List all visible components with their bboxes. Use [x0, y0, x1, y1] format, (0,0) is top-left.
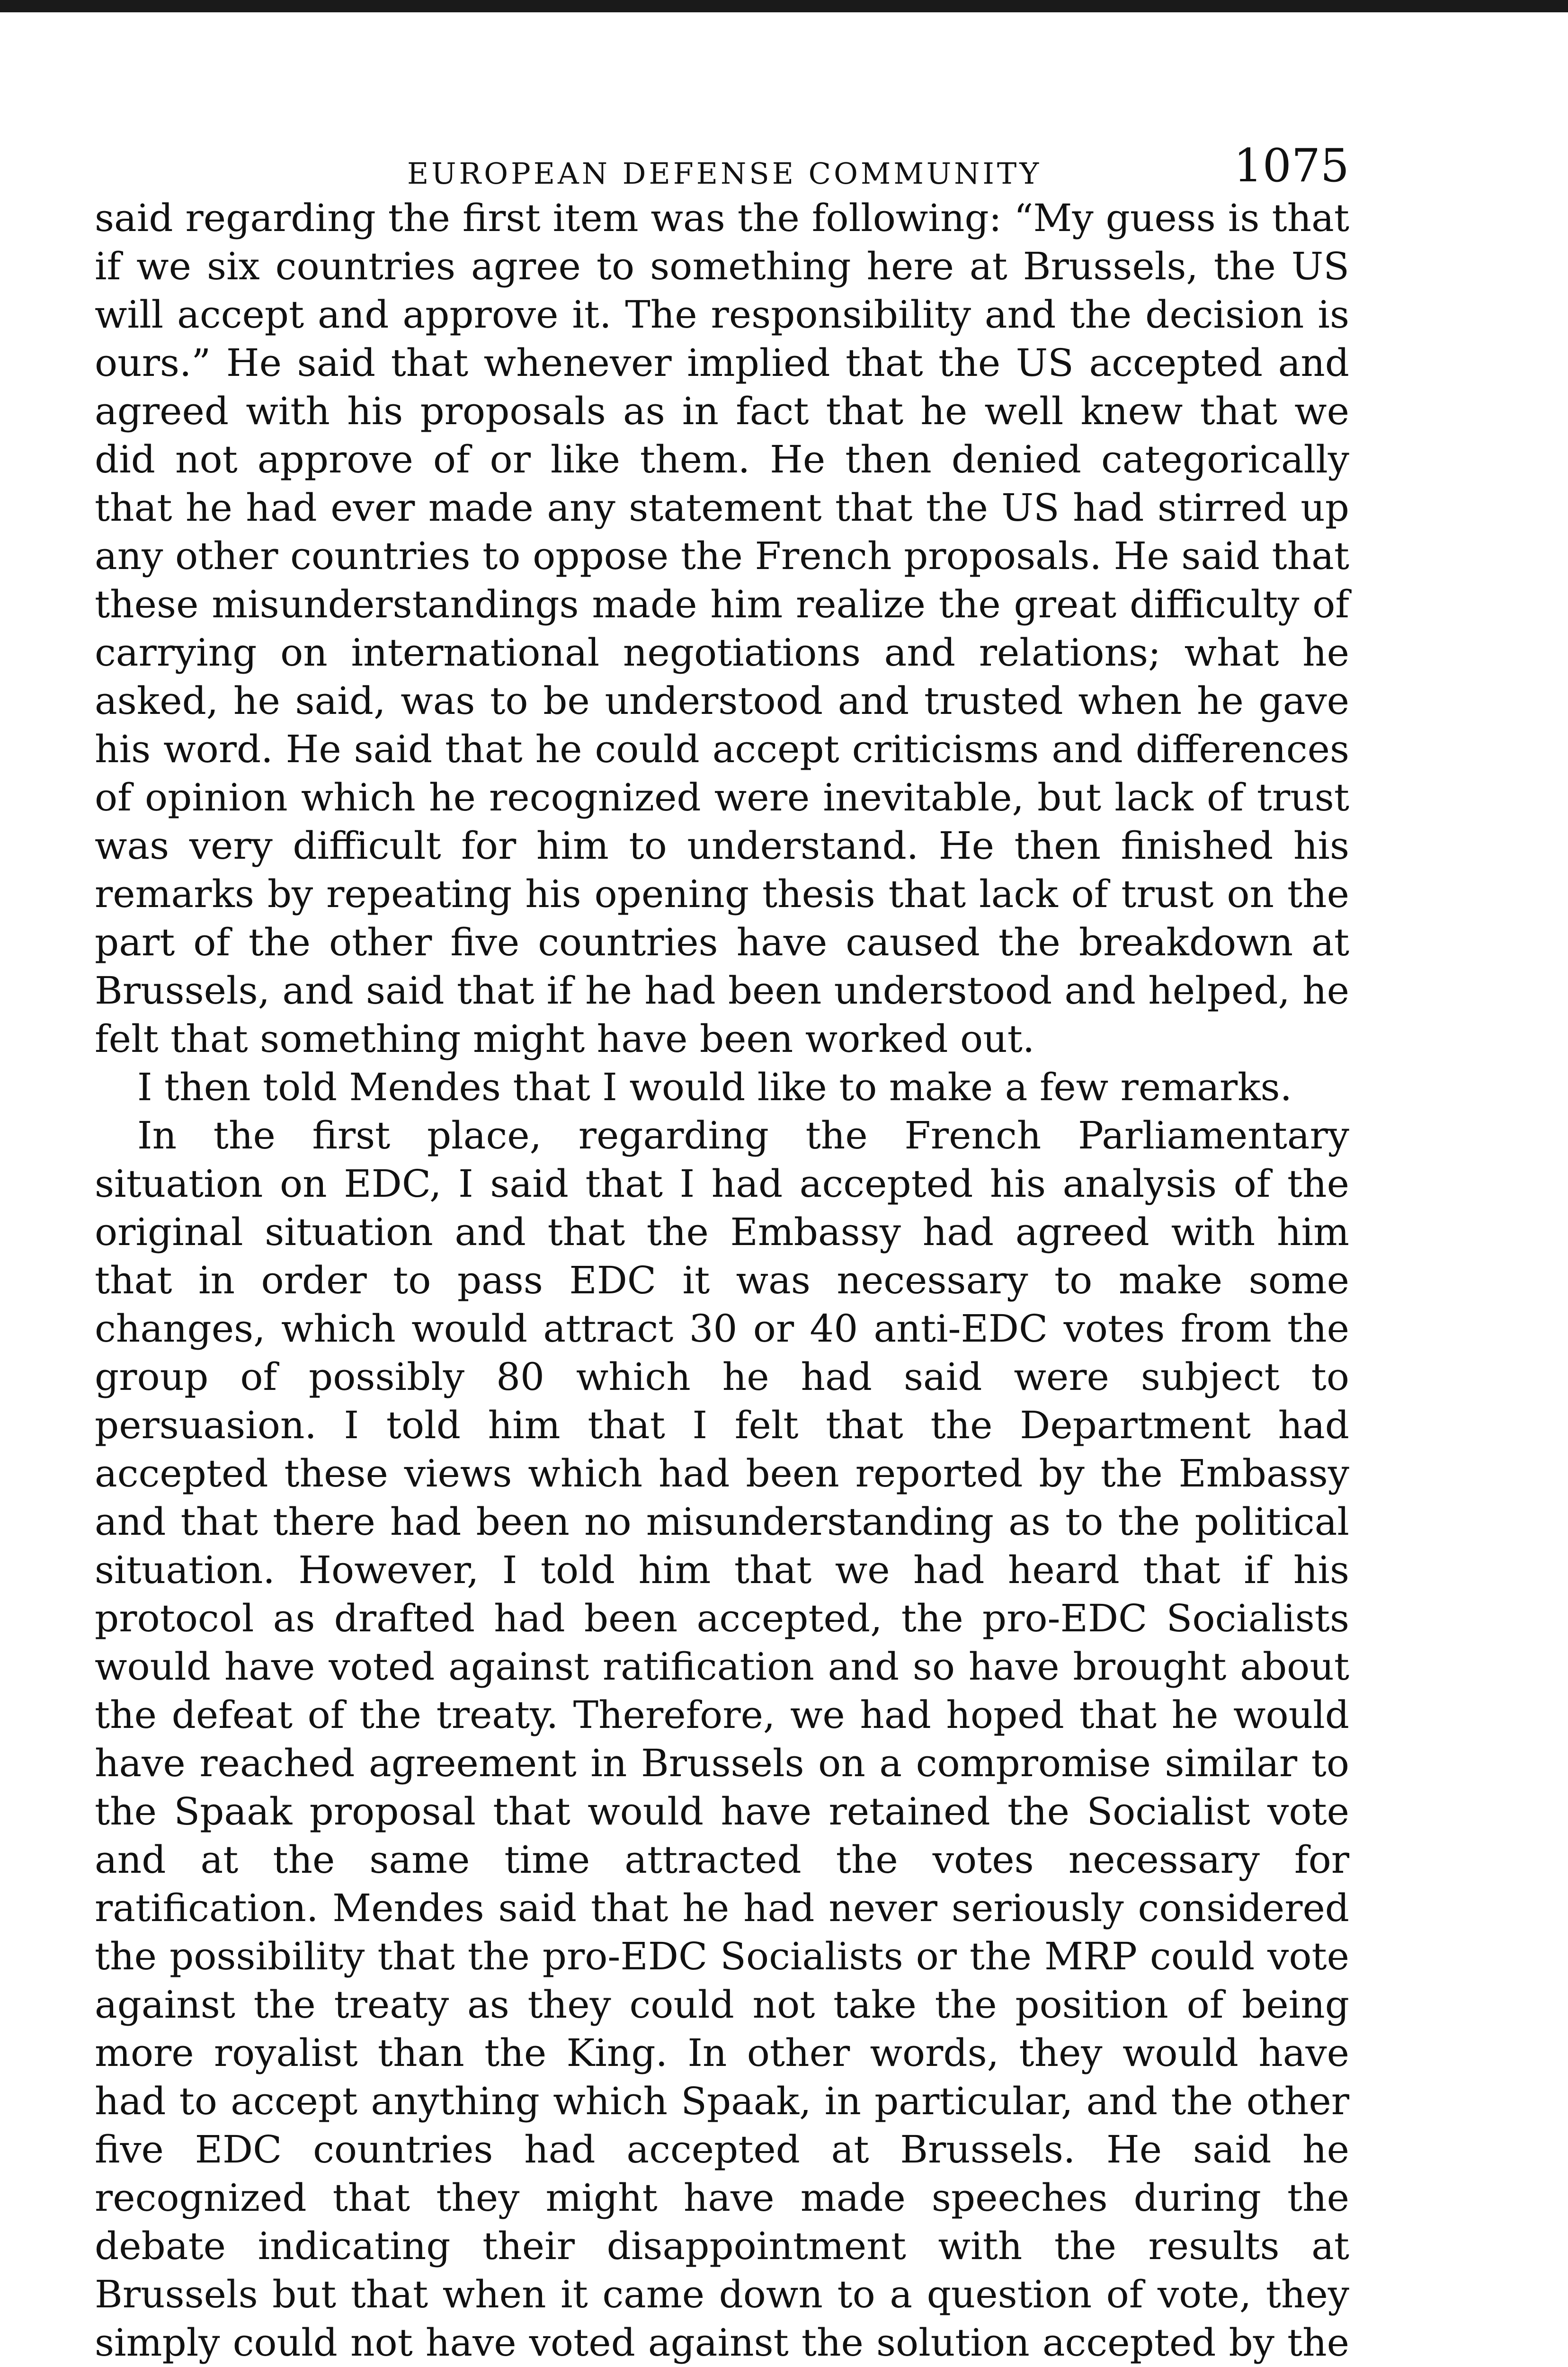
paragraph-3: In the first place, regarding the French Parliamentary situation on EDC, I said that I had accepted his analysis of the original situation and that the Embassy had agreed with him that in order to pass EDC it was necessary to make some changes, which would attract 30 or 40 anti-EDC votes from the group of possibly 80 which he had said were subject to persuasion. I told him that I felt that the Department had accepted these views which had been reported by the Embassy and that there had been no misunderstanding as to the political situation. However, I told him that we had heard that if his protocol as drafted had been accepted, the pro-EDC Socialists would have voted against ratification and so have brought about the defeat of the treaty. Therefore, we had hoped that he would have reached agreement in Brussels on a compromise similar to the Spaak proposal that would have retained the Socialist vote and at the same time attracted the votes necessary for ratification. Mendes said that he had never seriously considered the possibility that the pro-EDC Socialists or the MRP could vote against the treaty as they could not take the position of being more royalist than the King. In other words, they would have had to accept anything which Spaak, in particular, and the other five EDC countries had accepted at Brussels. He said he recognized that they might have made speeches during the debate indicating their disappointment with the results at Brussels but that when it came down to a question of vote, they simply could not have voted against the solution accepted by the	[95, 1113, 1349, 2365]
running-head-title: EUROPEAN DEFENSE COMMUNITY	[407, 156, 1042, 191]
document-page	[95, 118, 1349, 2367]
scan-top-edge	[0, 0, 1568, 12]
paragraph-1: said regarding the first item was the following: “My guess is that if we six countries agree to something here at Brussels, the US will accept and approve it. The responsibility and the decision is ours.” He said that whenever implied that the US accepted and agreed with his proposals as in fact that he well knew that we did not approve of or like them. He then denied categorically that he had ever made any statement that the US had stirred up any other countries to oppose the French proposals. He said that these misunderstandings made him realize the great difficulty of carrying on international negotiations and relations; what he asked, he said, was to be understood and trusted when he gave his word. He said that he could accept criticisms and differences of opinion which he recognized were inevitable, but lack of trust was very difficult for him to understand. He then finished his remarks by repeating his opening thesis that lack of trust on the part of the other five countries have caused the breakdown at Brussels, and said that if he had been understood and helped, he felt that something might have been worked out.	[95, 196, 1349, 1061]
page-number: 1075	[1233, 139, 1349, 192]
running-head	[95, 118, 1349, 192]
body-text	[95, 194, 1349, 2367]
paragraph-2: I then told Mendes that I would like to make a few remarks.	[137, 1065, 1292, 1109]
